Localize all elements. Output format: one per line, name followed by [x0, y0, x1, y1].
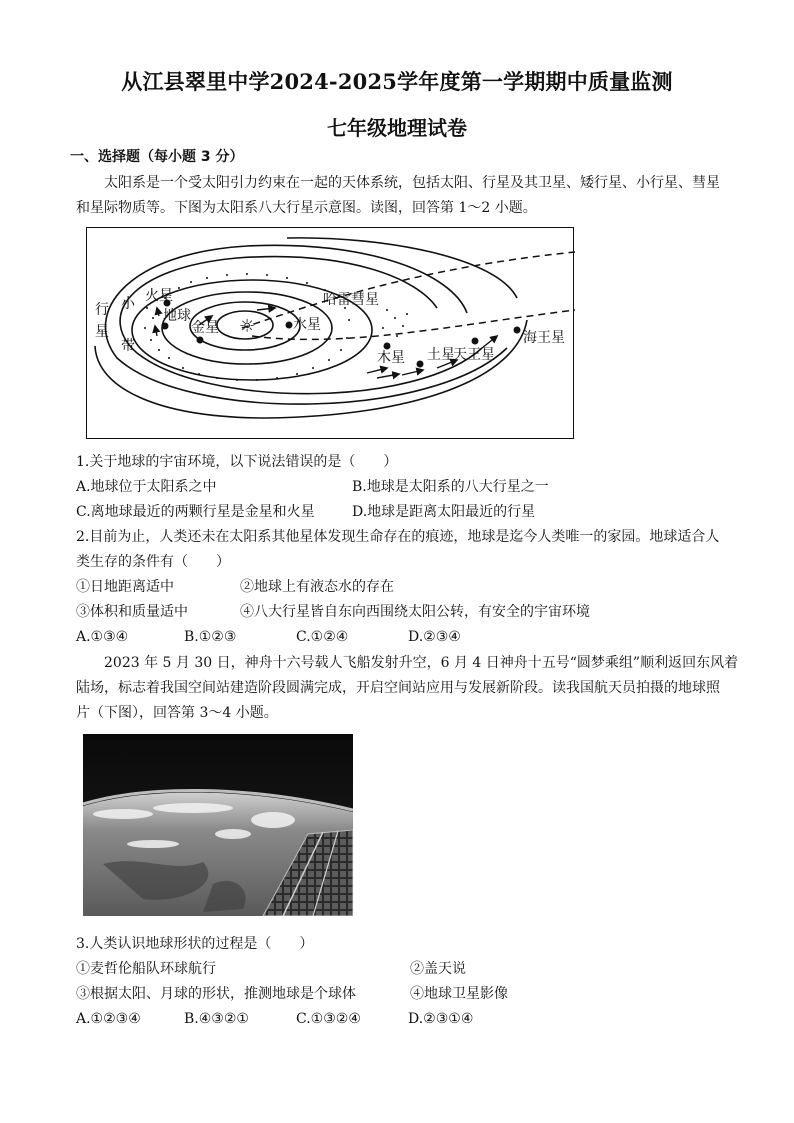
q2-statement-3: ③体积和质量适中 — [76, 604, 188, 620]
label-asteroid-2: 星 — [95, 324, 109, 340]
sun-icon: ☼ — [239, 316, 256, 337]
q2-stem-line1: 2.目前为止，人类还未在太阳系其他星体发现生命存在的痕迹，地球是迄今人类唯一的家园。地球适合人 — [76, 529, 720, 545]
q3-statement-3: ③根据太阳、月球的形状，推测地球是个球体 — [76, 986, 356, 1002]
q3-option-c: C.①③②④ — [296, 1011, 361, 1027]
label-mercury: 水星 — [293, 317, 321, 333]
neptune-dot — [514, 327, 521, 334]
q1-option-d: D.地球是距离太阳最近的行星 — [352, 504, 536, 520]
label-earth: 地球 — [163, 308, 191, 324]
q3-option-a: A.①②③④ — [76, 1011, 141, 1027]
q3-stem: 3.人类认识地球形状的过程是（ ） — [76, 936, 314, 952]
q3-statement-4: ④地球卫星影像 — [410, 986, 508, 1002]
uranus-dot — [472, 338, 479, 345]
q2-option-d: D.②③④ — [408, 629, 461, 645]
intro1-line2: 和星际物质等。下图为太阳系八大行星示意图。读图，回答第 1～2 小题。 — [76, 200, 537, 216]
q2-option-c: C.①②④ — [296, 629, 349, 645]
label-asteroid-3: 小 — [121, 296, 135, 312]
q2-option-b: B.①②③ — [184, 629, 237, 645]
q1-option-b: B.地球是太阳系的八大行星之一 — [352, 479, 549, 495]
label-saturn: 土星 — [427, 347, 455, 363]
label-venus: 金星 — [191, 320, 219, 336]
label-uranus: 天王星 — [453, 347, 495, 363]
mercury-dot — [286, 322, 293, 329]
label-jupiter: 木星 — [377, 350, 405, 366]
label-asteroid-1: 行 — [95, 302, 109, 318]
q3-option-b: B.④③②① — [184, 1011, 249, 1027]
intro2-line2: 陆场，标志着我国空间站建造阶段圆满完成，开启空间站应用与发展新阶段。读我国航天员拍摄的地球照 — [76, 680, 720, 696]
q3-statement-1: ①麦哲伦船队环球航行 — [76, 961, 216, 977]
label-neptune: 海王星 — [523, 330, 565, 346]
q1-stem: 1.关于地球的宇宙环境，以下说法错误的是（ ） — [76, 454, 398, 470]
q3-statement-2: ②盖天说 — [410, 961, 466, 977]
intro2-line1: 2023 年 5 月 30 日，神舟十六号载人飞船发射升空，6 月 4 日神舟十五号“圆梦乘组”顺利返回东风着 — [104, 655, 739, 671]
q2-statement-2: ②地球上有液态水的存在 — [240, 579, 394, 595]
venus-dot — [197, 337, 204, 344]
q1-option-a: A.地球位于太阳系之中 — [76, 479, 217, 495]
jupiter-dot — [384, 343, 391, 350]
q2-statement-4: ④八大行星皆自东向西围绕太阳公转，有安全的宇宙环境 — [240, 604, 590, 620]
exam-subtitle: 七年级地理试卷 — [327, 116, 467, 140]
solar-system-diagram — [86, 227, 574, 439]
q2-option-a: A.①③④ — [76, 629, 129, 645]
label-mars: 火星 — [145, 288, 173, 304]
q2-stem-line2: 类生存的条件有（ ） — [76, 554, 230, 570]
earth-photo — [83, 734, 353, 916]
q1-option-c: C.离地球最近的两颗行星是金星和火星 — [76, 504, 315, 520]
section-heading: 一、选择题（每小题 3 分） — [70, 149, 244, 165]
q3-option-d: D.②③①④ — [408, 1011, 474, 1027]
intro2-line3: 片（下图），回答第 3～4 小题。 — [76, 705, 278, 721]
label-asteroid-4: 带 — [121, 338, 135, 354]
intro1-line1: 太阳系是一个受太阳引力约束在一起的天体系统，包括太阳、行星及其卫星、矮行星、小行星、彗星 — [104, 175, 720, 191]
q2-statement-1: ①日地距离适中 — [76, 579, 174, 595]
label-halley-comet: 哈雷彗星 — [323, 292, 379, 308]
exam-title: 从江县翠里中学2024-2025学年度第一学期期中质量监测 — [121, 69, 673, 94]
saturn-dot — [417, 361, 424, 368]
